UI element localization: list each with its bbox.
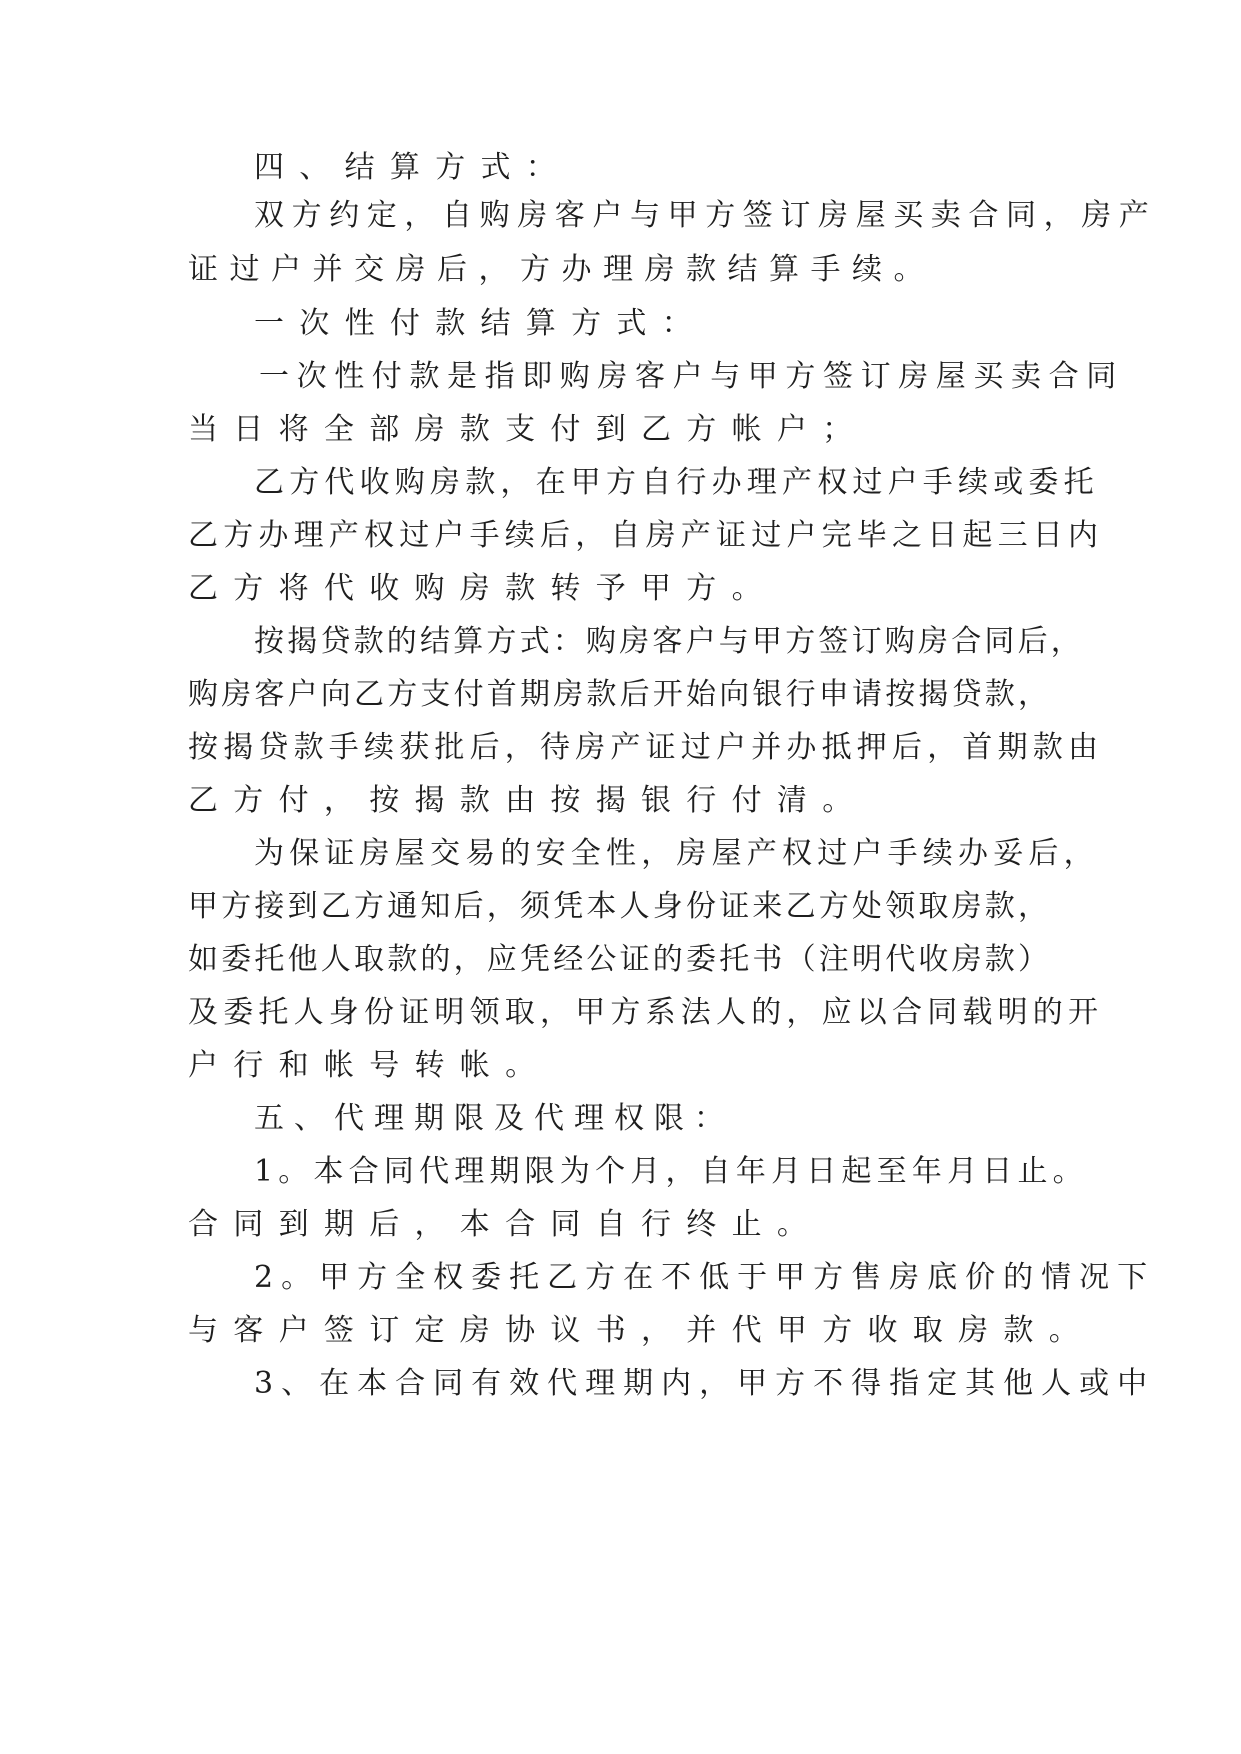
paragraph-line: 一次性付款是指即购房客户与甲方签订房屋买卖合同 <box>259 359 1124 394</box>
paragraph-line: 当日将全部房款支付到乙方帐户； <box>188 412 868 447</box>
section-heading-settlement: 四、结算方式： <box>254 150 572 185</box>
paragraph-line: 及委托人身份证明领取，甲方系法人的，应以合同载明的开 <box>188 995 1104 1030</box>
paragraph-line: 如委托他人取款的，应凭经公证的委托书（注明代收房款） <box>188 942 1052 977</box>
paragraph-line: 乙方付，按揭款由按揭银行付清。 <box>188 783 868 818</box>
paragraph-line: 乙方将代收购房款转予甲方。 <box>188 571 777 606</box>
subheading-lump-sum: 一次性付款结算方式： <box>254 306 707 341</box>
paragraph-line: 按揭贷款手续获批后，待房产证过户并办抵押后，首期款由 <box>188 730 1104 765</box>
paragraph-line: 户行和帐号转帐。 <box>188 1048 551 1083</box>
clause-2: 2。甲方全权委托乙方在不低于甲方售房底价的情况下 <box>254 1260 1156 1295</box>
paragraph-line: 乙方办理产权过户手续后，自房产证过户完毕之日起三日内 <box>188 518 1104 553</box>
paragraph-line: 合同到期后，本合同自行终止。 <box>188 1207 823 1242</box>
paragraph-line: 为保证房屋交易的安全性，房屋产权过户手续办妥后， <box>254 836 1099 871</box>
clause-1: 1。本合同代理期限为个月，自年月日起至年月日止。 <box>254 1154 1088 1189</box>
paragraph-line: 乙方代收购房款，在甲方自行办理产权过户手续或委托 <box>254 465 1099 500</box>
paragraph-line: 购房客户向乙方支付首期房款后开始向银行申请按揭贷款， <box>188 677 1052 712</box>
paragraph-line: 与客户签订定房协议书，并代甲方收取房款。 <box>188 1313 1094 1348</box>
paragraph-line: 甲方接到乙方通知后，须凭本人身份证来乙方处领取房款， <box>188 889 1052 924</box>
clause-3: 3、在本合同有效代理期内，甲方不得指定其他人或中 <box>254 1366 1156 1401</box>
section-heading-agency-term: 五、代理期限及代理权限： <box>254 1101 734 1136</box>
paragraph-line-mortgage: 按揭贷款的结算方式：购房客户与甲方签订购房合同后， <box>254 624 1084 659</box>
paragraph-line: 证过户并交房后，方办理房款结算手续。 <box>188 252 935 287</box>
paragraph-line: 双方约定，自购房客户与甲方签订房屋买卖合同，房产 <box>254 198 1157 233</box>
